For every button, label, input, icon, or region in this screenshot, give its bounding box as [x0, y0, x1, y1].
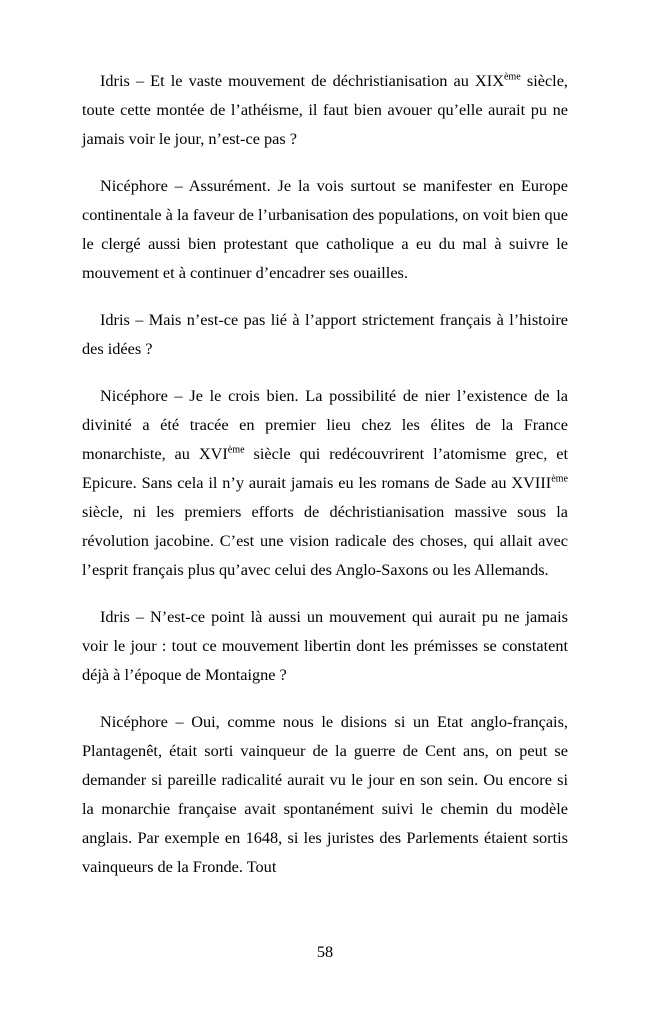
paragraph: Idris – N’est-ce point là aussi un mouvement qui aurait pu ne jamais voir le jour : tout ce mouvement libertin dont les prémisses se constatent déjà à l’époque de Montaigne ? [82, 607, 568, 684]
paragraph: Idris – Et le vaste mouvement de déchristianisation au XIXème siècle, toute cette montée de l’athéisme, il faut bien avouer qu’elle aurait pu ne jamais voir le jour, n’est-ce pas ? [82, 71, 568, 148]
page-body [82, 66, 568, 881]
ordinal-suffix: ème [503, 71, 521, 83]
paragraph: Nicéphore – Je le crois bien. La possibilité de nier l’existence de la divinité a été tracée en premier lieu chez les élites de la France monarchiste, au XVIème siècle qui redécouvrirent l’atomisme grec, et Epicure. Sans cela il n’y aurait jamais eu les romans de Sade au XVIIIème siècle, ni les premiers efforts de déchristianisation massive sous la révolution jacobine. C’est une vision radicale des choses, qui allait avec l’esprit français plus qu’avec celui des Anglo-Saxons ou les Allemands. [82, 386, 569, 579]
ordinal-suffix: ème [227, 444, 245, 456]
page-number: 58 [316, 942, 334, 961]
ordinal-suffix: ème [551, 473, 568, 485]
paragraph: Nicéphore – Assurément. Je la vois surtout se manifester en Europe continentale à la faveur de l’urbanisation des populations, on voit bien que le clergé aussi bien protestant que catholique a eu du mal à suivre le mouvement et à continuer d’encadrer ses ouailles. [82, 176, 568, 282]
paragraph: Nicéphore – Oui, comme nous le disions si un Etat anglo-français, Plantagenêt, était sorti vainqueur de la guerre de Cent ans, on peut se demander si pareille radicalité aurait vu le jour en son sein. Ou encore si la monarchie française avait spontanément suivi le chemin du modèle anglais. Par exemple en 1648, si les juristes des Parlements étaient sortis vainqueurs de la Fronde. Tout [82, 712, 568, 876]
paragraph: Idris – Mais n’est-ce pas lié à l’apport strictement français à l’histoire des idées ? [82, 310, 568, 358]
